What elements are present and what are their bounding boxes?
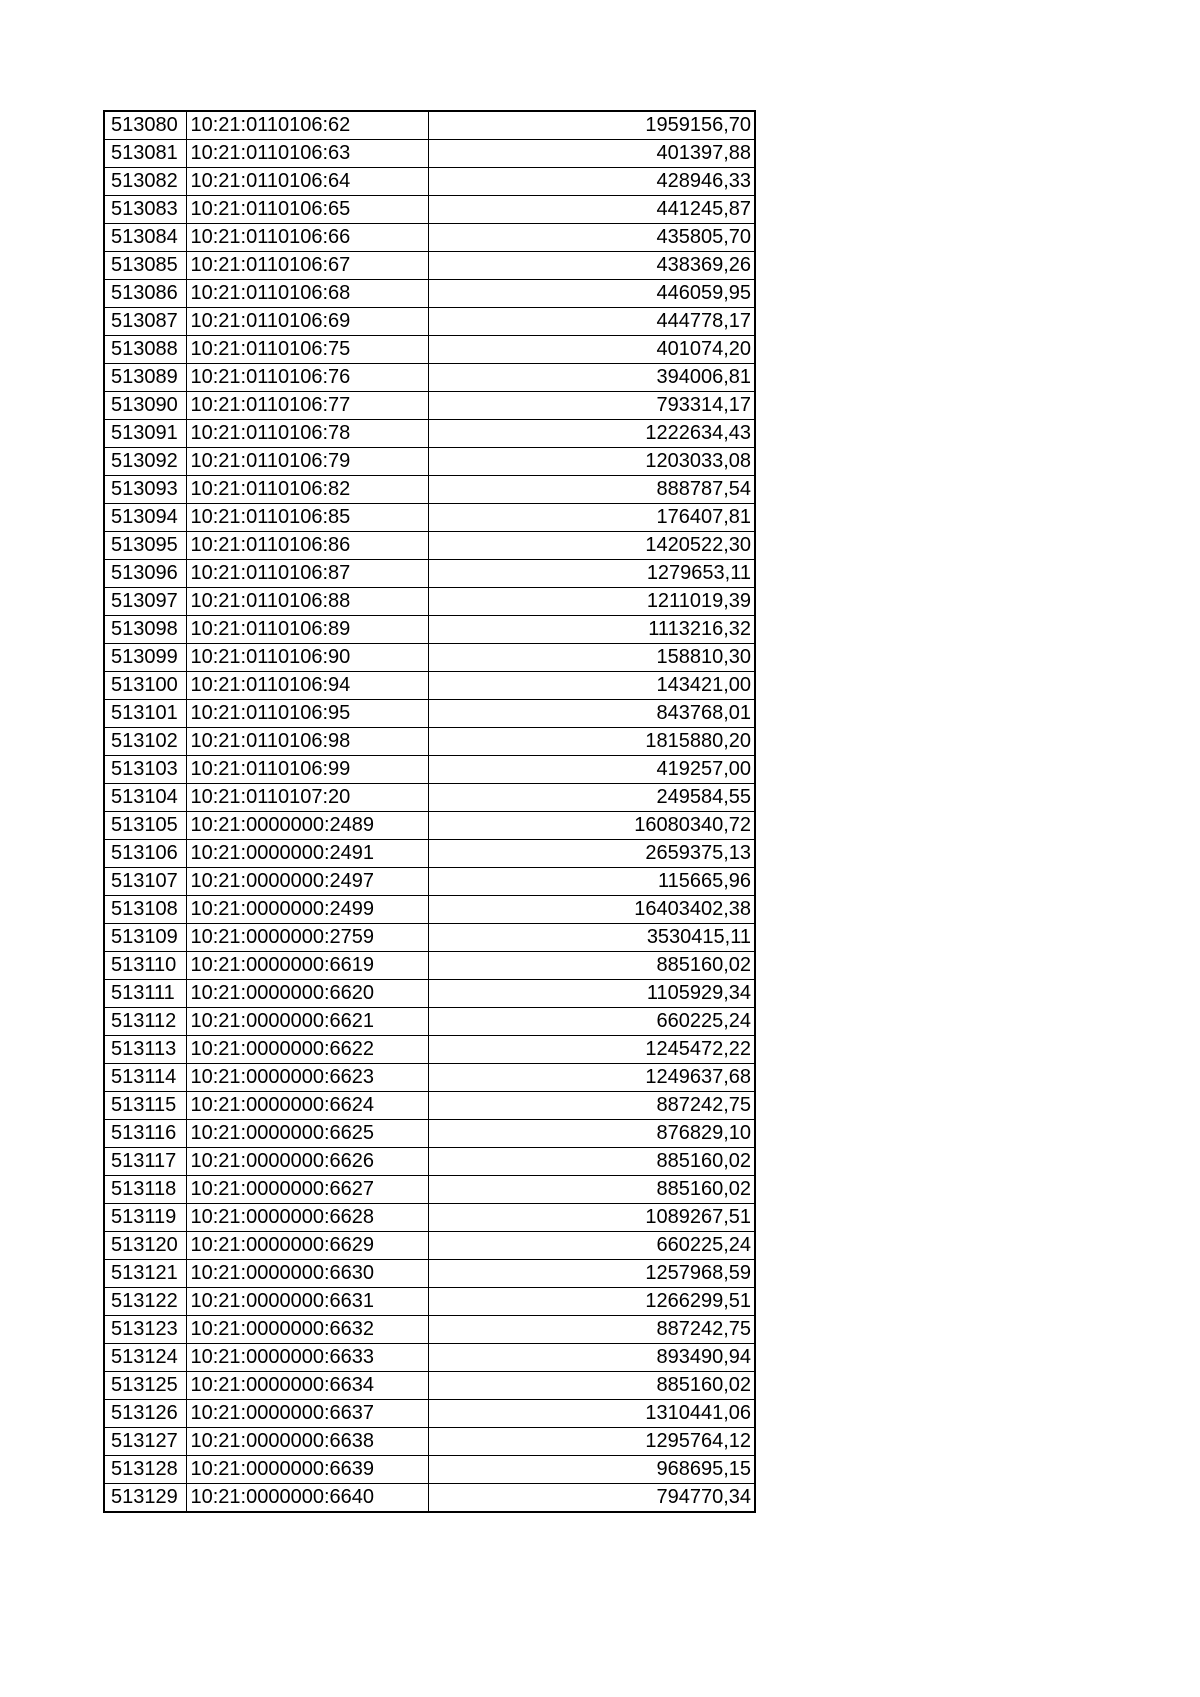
- cadastral-number-cell: 10:21:0000000:6633: [186, 1344, 428, 1372]
- value-cell: 446059,95: [428, 280, 755, 308]
- table-row: [104, 1344, 755, 1372]
- table-row: [104, 868, 755, 896]
- value-cell: 885160,02: [428, 952, 755, 980]
- table-row: [104, 392, 755, 420]
- table-row: [104, 1176, 755, 1204]
- value-cell: 1310441,06: [428, 1400, 755, 1428]
- cadastral-number-cell: 10:21:0110106:87: [186, 560, 428, 588]
- table-row: [104, 588, 755, 616]
- value-cell: 660225,24: [428, 1232, 755, 1260]
- row-id-cell: 513081: [104, 140, 186, 168]
- row-id-cell: 513129: [104, 1484, 186, 1513]
- value-cell: 1245472,22: [428, 1036, 755, 1064]
- cadastral-number-cell: 10:21:0000000:6628: [186, 1204, 428, 1232]
- value-cell: 176407,81: [428, 504, 755, 532]
- cadastral-number-cell: 10:21:0110106:88: [186, 588, 428, 616]
- table-row: [104, 700, 755, 728]
- value-cell: 438369,26: [428, 252, 755, 280]
- row-id-cell: 513111: [104, 980, 186, 1008]
- row-id-cell: 513107: [104, 868, 186, 896]
- value-cell: 660225,24: [428, 1008, 755, 1036]
- value-cell: 794770,34: [428, 1484, 755, 1513]
- cadastral-number-cell: 10:21:0110106:63: [186, 140, 428, 168]
- cadastral-number-cell: 10:21:0110106:69: [186, 308, 428, 336]
- value-cell: 1105929,34: [428, 980, 755, 1008]
- cadastral-number-cell: 10:21:0000000:6625: [186, 1120, 428, 1148]
- value-cell: 435805,70: [428, 224, 755, 252]
- table-row: [104, 756, 755, 784]
- cadastral-number-cell: 10:21:0110106:67: [186, 252, 428, 280]
- cadastral-number-cell: 10:21:0000000:6620: [186, 980, 428, 1008]
- data-table: [103, 110, 756, 1513]
- row-id-cell: 513103: [104, 756, 186, 784]
- row-id-cell: 513128: [104, 1456, 186, 1484]
- row-id-cell: 513096: [104, 560, 186, 588]
- table-row: [104, 308, 755, 336]
- cadastral-number-cell: 10:21:0000000:6624: [186, 1092, 428, 1120]
- cadastral-number-cell: 10:21:0000000:6622: [186, 1036, 428, 1064]
- value-cell: 876829,10: [428, 1120, 755, 1148]
- cadastral-number-cell: 10:21:0110106:90: [186, 644, 428, 672]
- value-cell: 1295764,12: [428, 1428, 755, 1456]
- cadastral-number-cell: 10:21:0000000:2489: [186, 812, 428, 840]
- cadastral-number-cell: 10:21:0110107:20: [186, 784, 428, 812]
- table-body: [104, 111, 755, 1512]
- table-row: [104, 336, 755, 364]
- table-row: [104, 420, 755, 448]
- row-id-cell: 513127: [104, 1428, 186, 1456]
- cadastral-number-cell: 10:21:0000000:6638: [186, 1428, 428, 1456]
- cadastral-number-cell: 10:21:0110106:89: [186, 616, 428, 644]
- table-row: [104, 924, 755, 952]
- value-cell: 401397,88: [428, 140, 755, 168]
- value-cell: 1959156,70: [428, 111, 755, 140]
- cadastral-number-cell: 10:21:0110106:99: [186, 756, 428, 784]
- row-id-cell: 513082: [104, 168, 186, 196]
- table-row: [104, 1260, 755, 1288]
- row-id-cell: 513108: [104, 896, 186, 924]
- value-cell: 885160,02: [428, 1148, 755, 1176]
- row-id-cell: 513118: [104, 1176, 186, 1204]
- row-id-cell: 513100: [104, 672, 186, 700]
- value-cell: 888787,54: [428, 476, 755, 504]
- table-row: [104, 1400, 755, 1428]
- row-id-cell: 513115: [104, 1092, 186, 1120]
- cadastral-number-cell: 10:21:0000000:2759: [186, 924, 428, 952]
- cadastral-number-cell: 10:21:0000000:2491: [186, 840, 428, 868]
- table-row: [104, 1148, 755, 1176]
- value-cell: 1249637,68: [428, 1064, 755, 1092]
- value-cell: 394006,81: [428, 364, 755, 392]
- table-row: [104, 504, 755, 532]
- row-id-cell: 513122: [104, 1288, 186, 1316]
- table-row: [104, 812, 755, 840]
- row-id-cell: 513094: [104, 504, 186, 532]
- value-cell: 115665,96: [428, 868, 755, 896]
- table-row: [104, 140, 755, 168]
- row-id-cell: 513110: [104, 952, 186, 980]
- cadastral-number-cell: 10:21:0110106:68: [186, 280, 428, 308]
- value-cell: 1222634,43: [428, 420, 755, 448]
- row-id-cell: 513117: [104, 1148, 186, 1176]
- value-cell: 419257,00: [428, 756, 755, 784]
- row-id-cell: 513104: [104, 784, 186, 812]
- row-id-cell: 513084: [104, 224, 186, 252]
- table-row: [104, 448, 755, 476]
- table-row: [104, 252, 755, 280]
- row-id-cell: 513125: [104, 1372, 186, 1400]
- row-id-cell: 513113: [104, 1036, 186, 1064]
- cadastral-number-cell: 10:21:0000000:6632: [186, 1316, 428, 1344]
- table-row: [104, 1456, 755, 1484]
- value-cell: 3530415,11: [428, 924, 755, 952]
- table-row: [104, 1372, 755, 1400]
- row-id-cell: 513095: [104, 532, 186, 560]
- row-id-cell: 513120: [104, 1232, 186, 1260]
- value-cell: 401074,20: [428, 336, 755, 364]
- value-cell: 1420522,30: [428, 532, 755, 560]
- table-row: [104, 1064, 755, 1092]
- value-cell: 16080340,72: [428, 812, 755, 840]
- cadastral-number-cell: 10:21:0110106:64: [186, 168, 428, 196]
- row-id-cell: 513085: [104, 252, 186, 280]
- cadastral-number-cell: 10:21:0000000:6640: [186, 1484, 428, 1513]
- cadastral-number-cell: 10:21:0110106:78: [186, 420, 428, 448]
- table-row: [104, 224, 755, 252]
- cadastral-number-cell: 10:21:0000000:6634: [186, 1372, 428, 1400]
- table-row: [104, 1204, 755, 1232]
- cadastral-number-cell: 10:21:0000000:2499: [186, 896, 428, 924]
- table-row: [104, 560, 755, 588]
- value-cell: 1203033,08: [428, 448, 755, 476]
- table-row: [104, 1484, 755, 1513]
- value-cell: 1815880,20: [428, 728, 755, 756]
- table-row: [104, 111, 755, 140]
- row-id-cell: 513087: [104, 308, 186, 336]
- cadastral-number-cell: 10:21:0110106:85: [186, 504, 428, 532]
- value-cell: 1211019,39: [428, 588, 755, 616]
- cadastral-number-cell: 10:21:0110106:95: [186, 700, 428, 728]
- value-cell: 1089267,51: [428, 1204, 755, 1232]
- value-cell: 143421,00: [428, 672, 755, 700]
- value-cell: 2659375,13: [428, 840, 755, 868]
- row-id-cell: 513093: [104, 476, 186, 504]
- value-cell: 887242,75: [428, 1092, 755, 1120]
- value-cell: 1266299,51: [428, 1288, 755, 1316]
- row-id-cell: 513090: [104, 392, 186, 420]
- cadastral-number-cell: 10:21:0110106:65: [186, 196, 428, 224]
- value-cell: 885160,02: [428, 1176, 755, 1204]
- table-row: [104, 952, 755, 980]
- value-cell: 428946,33: [428, 168, 755, 196]
- row-id-cell: 513080: [104, 111, 186, 140]
- cadastral-number-cell: 10:21:0110106:77: [186, 392, 428, 420]
- value-cell: 893490,94: [428, 1344, 755, 1372]
- value-cell: 843768,01: [428, 700, 755, 728]
- table-row: [104, 196, 755, 224]
- table-row: [104, 1008, 755, 1036]
- value-cell: 1279653,11: [428, 560, 755, 588]
- table-row: [104, 1428, 755, 1456]
- row-id-cell: 513105: [104, 812, 186, 840]
- row-id-cell: 513112: [104, 1008, 186, 1036]
- cadastral-number-cell: 10:21:0000000:6621: [186, 1008, 428, 1036]
- table-row: [104, 280, 755, 308]
- table-row: [104, 1036, 755, 1064]
- table-row: [104, 532, 755, 560]
- cadastral-number-cell: 10:21:0110106:86: [186, 532, 428, 560]
- table-row: [104, 476, 755, 504]
- row-id-cell: 513083: [104, 196, 186, 224]
- value-cell: 887242,75: [428, 1316, 755, 1344]
- table-row: [104, 1288, 755, 1316]
- cadastral-number-cell: 10:21:0000000:6627: [186, 1176, 428, 1204]
- row-id-cell: 513088: [104, 336, 186, 364]
- value-cell: 249584,55: [428, 784, 755, 812]
- table-row: [104, 364, 755, 392]
- table-row: [104, 1316, 755, 1344]
- row-id-cell: 513102: [104, 728, 186, 756]
- table-row: [104, 1120, 755, 1148]
- table-row: [104, 168, 755, 196]
- value-cell: 968695,15: [428, 1456, 755, 1484]
- cadastral-number-cell: 10:21:0000000:6637: [186, 1400, 428, 1428]
- cadastral-number-cell: 10:21:0000000:6631: [186, 1288, 428, 1316]
- row-id-cell: 513101: [104, 700, 186, 728]
- cadastral-number-cell: 10:21:0110106:62: [186, 111, 428, 140]
- row-id-cell: 513086: [104, 280, 186, 308]
- cadastral-number-cell: 10:21:0110106:82: [186, 476, 428, 504]
- table-row: [104, 644, 755, 672]
- cadastral-number-cell: 10:21:0000000:6630: [186, 1260, 428, 1288]
- table-row: [104, 980, 755, 1008]
- table-row: [104, 1092, 755, 1120]
- cadastral-number-cell: 10:21:0000000:2497: [186, 868, 428, 896]
- value-cell: 885160,02: [428, 1372, 755, 1400]
- row-id-cell: 513106: [104, 840, 186, 868]
- cadastral-number-cell: 10:21:0110106:98: [186, 728, 428, 756]
- table-row: [104, 616, 755, 644]
- value-cell: 1257968,59: [428, 1260, 755, 1288]
- value-cell: 158810,30: [428, 644, 755, 672]
- cadastral-number-cell: 10:21:0110106:79: [186, 448, 428, 476]
- row-id-cell: 513124: [104, 1344, 186, 1372]
- table-row: [104, 672, 755, 700]
- cadastral-number-cell: 10:21:0000000:6626: [186, 1148, 428, 1176]
- row-id-cell: 513116: [104, 1120, 186, 1148]
- row-id-cell: 513126: [104, 1400, 186, 1428]
- row-id-cell: 513114: [104, 1064, 186, 1092]
- row-id-cell: 513099: [104, 644, 186, 672]
- row-id-cell: 513089: [104, 364, 186, 392]
- cadastral-number-cell: 10:21:0000000:6623: [186, 1064, 428, 1092]
- value-cell: 1113216,32: [428, 616, 755, 644]
- value-cell: 441245,87: [428, 196, 755, 224]
- cadastral-number-cell: 10:21:0000000:6629: [186, 1232, 428, 1260]
- value-cell: 444778,17: [428, 308, 755, 336]
- row-id-cell: 513092: [104, 448, 186, 476]
- row-id-cell: 513098: [104, 616, 186, 644]
- value-cell: 793314,17: [428, 392, 755, 420]
- cadastral-number-cell: 10:21:0110106:66: [186, 224, 428, 252]
- table-row: [104, 784, 755, 812]
- cadastral-number-cell: 10:21:0110106:75: [186, 336, 428, 364]
- document-page: [103, 110, 754, 1513]
- row-id-cell: 513121: [104, 1260, 186, 1288]
- value-cell: 16403402,38: [428, 896, 755, 924]
- table-row: [104, 840, 755, 868]
- row-id-cell: 513123: [104, 1316, 186, 1344]
- cadastral-number-cell: 10:21:0000000:6619: [186, 952, 428, 980]
- cadastral-number-cell: 10:21:0000000:6639: [186, 1456, 428, 1484]
- table-row: [104, 896, 755, 924]
- row-id-cell: 513091: [104, 420, 186, 448]
- cadastral-number-cell: 10:21:0110106:76: [186, 364, 428, 392]
- row-id-cell: 513109: [104, 924, 186, 952]
- table-row: [104, 1232, 755, 1260]
- cadastral-number-cell: 10:21:0110106:94: [186, 672, 428, 700]
- row-id-cell: 513119: [104, 1204, 186, 1232]
- row-id-cell: 513097: [104, 588, 186, 616]
- table-row: [104, 728, 755, 756]
